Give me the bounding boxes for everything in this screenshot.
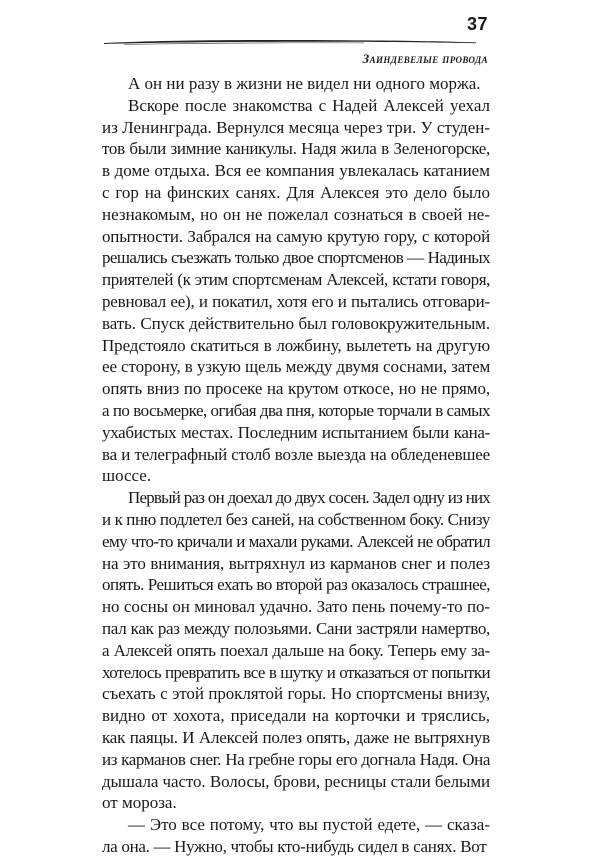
text-line: а Алексей опять поехал дальше на боку. Теперь ему за- <box>102 640 490 660</box>
text-line: а по восьмерке, огибая два пня, которые торчали в самых <box>102 400 490 420</box>
text-line: незнакомым, но он не пожелал сознаться в своей не- <box>102 204 490 224</box>
text-line: ее сторону, в узкую щель между двумя соснами, затем <box>102 357 491 377</box>
text-line: Предстояло скатиться в ложбину, вылететь на другую <box>102 335 490 355</box>
text-line: опять. Решиться ехать во второй раз оказалось страшнее, <box>102 575 490 595</box>
text-line: ревновал ее), и покатил, хотя его и пытались отговари- <box>102 291 490 311</box>
text-line: с гор на финских санях. Для Алексея это дело было <box>102 182 490 202</box>
text-line: видно от хохота, приседали на корточки и тряслись, <box>102 706 490 726</box>
text-line: из Ленинграда. Вернулся месяца через три. У студен- <box>102 117 490 137</box>
paragraph <box>102 814 490 858</box>
paragraph <box>102 487 490 814</box>
text-line: тов были зимние каникулы. Надя жила в Зеленогорске, <box>102 139 490 159</box>
text-line: приятелей (к этим спортсменам Алексей, кстати говоря, <box>102 270 490 290</box>
text-line: опять вниз по просеке на крутом откосе, но не прямо, <box>102 379 490 399</box>
text-line: ла она. — Нужно, чтобы кто-нибудь сидел в санях. Вот <box>102 836 487 856</box>
text-line: пал как раз между полозьями. Сани застряли намертво, <box>102 618 490 638</box>
text-line: из карманов снег. На гребне горы его догнала Надя. Она <box>102 749 490 769</box>
text-line: от мороза. <box>102 793 177 813</box>
text-line: вать. Спуск действительно был головокружительным. <box>102 313 490 333</box>
text-line: ему что-то кричали и махали руками. Алексей не обратил <box>102 531 490 551</box>
text-line: дышала часто. Волосы, брови, ресницы стали белыми <box>102 771 490 791</box>
text-line: в доме отдыха. Вся ее компания увлекалась катанием <box>102 161 490 181</box>
text-line: Первый раз он доехал до двух сосен. Задел одну из них <box>128 488 490 508</box>
text-line: — Это все потому, что вы пустой едете, — сказа- <box>128 815 490 835</box>
paragraph <box>102 73 490 95</box>
body-text <box>102 73 490 858</box>
text-line: опытности. Забрался на самую крутую гору, с которой <box>102 226 490 246</box>
page-number: 37 <box>466 14 488 34</box>
text-line: и к пню подлетел без саней, на собственном боку. Снизу <box>102 509 490 529</box>
text-line: ва и телеграфный столб возле выезда на обледеневшее <box>102 444 490 464</box>
text-line: как паяцы. И Алексей полез опять, даже не вытряхнув <box>102 727 490 747</box>
text-line: А он ни разу в жизни не видел ни одного моржа. <box>128 74 481 93</box>
text-line: но сосны он миновал удачно. Зато пень почему-то по- <box>102 597 490 617</box>
text-line: решались съезжать только двое спортсменов — Надиных <box>102 248 490 268</box>
text-line: Вскоре после знакомства с Надей Алексей уехал <box>128 95 490 115</box>
running-title: Заиндевелые провода <box>362 51 488 66</box>
text-line: хотелось превратить все в шутку и отказаться от попытки <box>102 662 490 682</box>
text-line: ухабистых местах. Последним испытанием были кана- <box>102 422 490 442</box>
text-line: шоссе. <box>102 466 152 486</box>
header-rule <box>104 38 476 46</box>
paragraph <box>102 95 490 487</box>
text-line: съехать с этой проклятой горы. Но спортсмены внизу, <box>102 684 490 704</box>
text-line: на это внимания, вытряхнул из карманов снег и полез <box>102 553 490 573</box>
